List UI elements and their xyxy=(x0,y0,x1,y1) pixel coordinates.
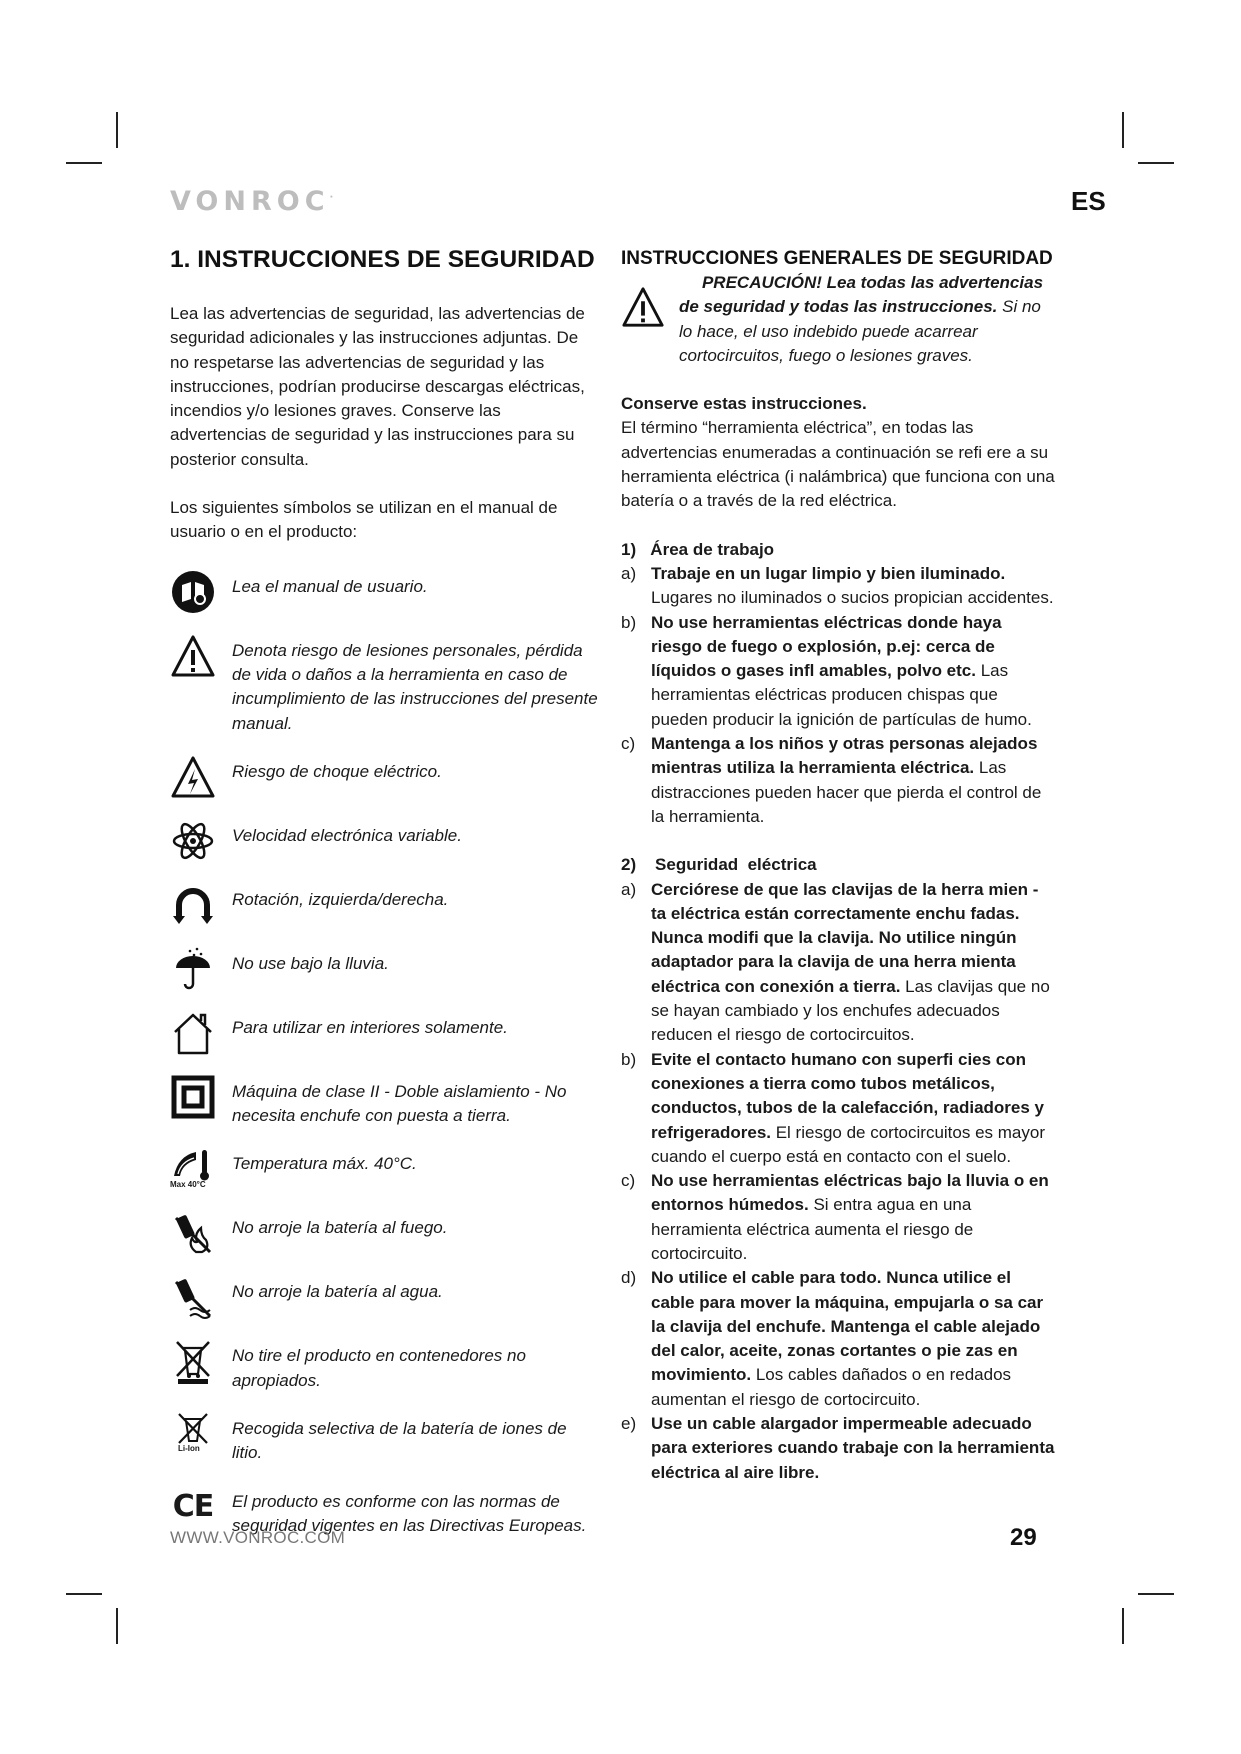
website-url: WWW.VONROC.COM xyxy=(170,1528,346,1547)
caution-lead: PRECAUCIÓN! Lea todas las advertencias xyxy=(701,273,1044,292)
max-temp-icon: Max 40°C xyxy=(170,1146,216,1192)
symbols-intro: Los siguientes símbolos se utilizan en el manual de usuario o en el producto: xyxy=(170,498,558,542)
symbol-row: CE El producto es conforme con las normas de seguridad vigentes en las Directivas Europeas. xyxy=(170,1490,600,1539)
no-water-icon xyxy=(170,1274,216,1320)
warning-icon xyxy=(621,271,667,368)
symbol-row: Rotación, izquierda/derecha. xyxy=(170,888,600,928)
indoor-icon xyxy=(170,1010,216,1056)
list-item: b) No use herramientas eléctricas donde haya riesgo de fuego o explosión, p.ej: cerca de líquidos o gases infl amables, polvo etc. Las herramientas eléctricas producen chispas que pueden producir la ignición de partículas de humo. xyxy=(621,612,1032,729)
warning-icon xyxy=(170,633,216,679)
section-heading: 1) Área de trabajo xyxy=(621,539,775,559)
brand-logo: VONROC· xyxy=(170,186,334,217)
crop-mark xyxy=(1138,1593,1174,1595)
electric-shock-icon xyxy=(170,754,216,800)
crop-mark xyxy=(116,112,118,148)
list-item: d) No utilice el cable para todo. Nunca utilice el cable para mover la máquina, empujarla o sa car la clavija del enchufe. Mantenga el cable alejado del calor, aceite, zonas cortantes o pie zas en movimiento. Los cables dañados o en redados aumentan el riesgo de cortocircuito. xyxy=(621,1268,1044,1409)
caution-block: PRECAUCIÓN! Lea todas las advertencias de seguridad y todas las instrucciones. Si no lo hace, el uso indebido puede acarrear cortocircuitos, fuego o lesiones graves. xyxy=(621,271,1056,368)
class-ii-icon xyxy=(170,1074,216,1120)
ce-icon: CE xyxy=(172,1489,214,1525)
rotation-icon xyxy=(170,882,216,928)
crop-mark xyxy=(1122,1608,1124,1644)
symbol-row: Velocidad electrónica variable. xyxy=(170,824,600,864)
symbol-row: Li-Ion Recogida selectiva de la batería de iones de litio. xyxy=(170,1417,600,1466)
list-item: c) Mantenga a los niños y otras personas alejados mientras utiliza la herramienta eléctrica. Las distracciones pueden hacer que pierda el control de la herramienta. xyxy=(621,734,1042,826)
symbol-row: Lea el manual de usuario. xyxy=(170,575,600,615)
symbol-row: Riesgo de choque eléctrico. xyxy=(170,760,600,800)
intro-paragraph: Lea las advertencias de seguridad, las advertencias de seguridad adicionales y las instrucciones adjuntas. De no respetarse las advertencias de seguridad y las instrucciones, podrían producirse descargas eléctricas, incendios y/o lesiones graves. Conserve las advertencias de seguridad y las instrucciones para su posterior consulta. xyxy=(170,304,585,469)
list-item: b) Evite el contacto humano con superfi cies con conexiones a tierra como tubos metálicos, conductos, tubos de la calefacción, radiadores y refrigeradores. El riesgo de cortocircuitos es mayor cuando el cuerpo está en contacto con el suelo. xyxy=(621,1049,1045,1166)
symbol-row: Denota riesgo de lesiones personales, pérdida de vida o daños a la herramienta en caso de incumplimiento de las instrucciones del presente manual. xyxy=(170,639,600,736)
list-item: a) Trabaje en un lugar limpio y bien iluminado. Lugares no iluminados o sucios propician accidentes. xyxy=(621,563,1054,608)
no-rain-icon xyxy=(170,946,216,992)
crop-mark xyxy=(1122,112,1124,148)
manual-icon xyxy=(170,569,216,615)
language-code: ES xyxy=(1071,186,1106,216)
right-column xyxy=(621,246,1056,1485)
crop-mark xyxy=(116,1608,118,1644)
left-column xyxy=(170,246,600,1538)
section-title: 1. INSTRUCCIONES DE SEGURIDAD xyxy=(170,246,595,273)
list-item: a) Cerciórese de que las clavijas de la herra mien - ta eléctrica están correctamente enchu fadas. Nunca modifi que la clavija. No utilice ningún adaptador para la clavija de una herra mienta eléctrica con conexión a tierra. Las clavijas que no se hayan cambiado y los enchufes adecuados reducen el riesgo de cortocircuitos. xyxy=(621,879,1050,1045)
general-safety-title: INSTRUCCIONES GENERALES DE SEGURIDAD xyxy=(621,248,1053,269)
keep-instructions: Conserve estas instrucciones. xyxy=(621,394,867,414)
crop-mark xyxy=(1138,162,1174,164)
symbol-row: No tire el producto en contenedores no apropiados. xyxy=(170,1344,600,1393)
page-number: 29 xyxy=(1010,1524,1037,1551)
list-item: c) No use herramientas eléctricas bajo la lluvia o en entornos húmedos. Si entra agua en una herramienta eléctrica aumenta el riesgo de cortocircuito. xyxy=(621,1171,1049,1263)
crop-mark xyxy=(66,1593,102,1595)
symbol-row: No arroje la batería al agua. xyxy=(170,1280,600,1320)
symbol-row: Para utilizar en interiores solamente. xyxy=(170,1016,600,1056)
weee-bin-icon xyxy=(170,1338,216,1384)
variable-speed-icon xyxy=(170,818,216,864)
section-heading: 2) Seguridad eléctrica xyxy=(621,855,817,875)
symbol-row: Máquina de clase II - Doble aislamiento - No necesita enchufe con puesta a tierra. xyxy=(170,1080,600,1129)
list-item: e) Use un cable alargador impermeable adecuado para exteriores cuando trabaje con la herramienta eléctrica al aire libre. xyxy=(621,1414,1055,1482)
no-fire-icon xyxy=(170,1210,216,1256)
crop-mark xyxy=(66,162,102,164)
term-paragraph: El término “herramienta eléctrica”, en todas las advertencias enumeradas a continuación se refi ere a su herramienta eléctrica (i nalámbrica) que funciona con una batería o a través de la red eléctrica. xyxy=(621,418,1055,511)
symbol-row: No arroje la batería al fuego. xyxy=(170,1216,600,1256)
symbol-row: Max 40°C Temperatura máx. 40°C. xyxy=(170,1152,600,1192)
li-ion-bin-icon: Li-Ion xyxy=(170,1411,216,1457)
symbol-row: No use bajo la lluvia. xyxy=(170,952,600,992)
